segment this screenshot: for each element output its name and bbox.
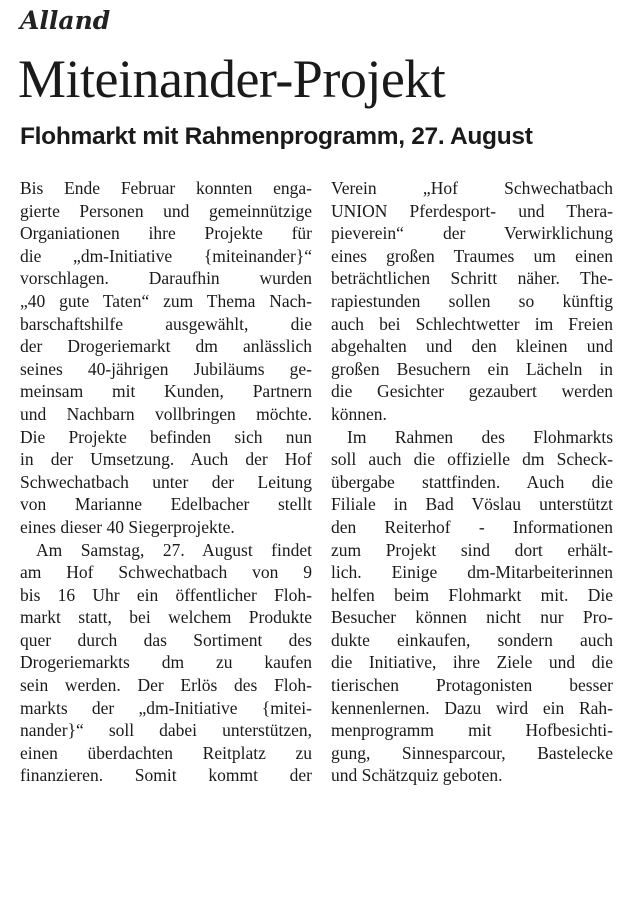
text-line: tierischen Protagonisten besser xyxy=(331,675,613,696)
text-line: und Schätzquiz geboten. xyxy=(331,765,503,786)
text-line: Die Projekte befinden sich nun xyxy=(20,426,312,447)
text-line: den Reiterhof - Informationen xyxy=(331,516,613,537)
text-line: können. xyxy=(331,403,387,424)
text-line: die Initiative, ihre Ziele und die xyxy=(331,652,613,673)
text-line: sein werden. Der Erlös des Floh- xyxy=(20,675,312,696)
text-line: Schwechatbach unter der Leitung xyxy=(20,471,312,492)
text-line: meinsam mit Kunden, Partnern xyxy=(20,381,312,402)
text-line: gierte Personen und gemeinnützige xyxy=(20,200,312,221)
text-line: soll auch die offizielle dm Scheck- xyxy=(331,449,613,470)
text-line: auch bei Schlechtwetter im Freien xyxy=(331,313,613,334)
text-line: eines großen Traumes um einen xyxy=(331,245,613,266)
text-line: vorschlagen. Daraufhin wurden xyxy=(20,268,312,289)
text-line: Bis Ende Februar konnten enga- xyxy=(20,178,312,198)
text-line: abgehalten und den kleinen und xyxy=(331,336,613,357)
text-line: barschaftshilfe ausgewählt, die xyxy=(20,313,312,334)
left-column xyxy=(20,177,312,787)
text-line: kennenlernen. Dazu wird ein Rah- xyxy=(331,697,613,718)
text-line: der Drogeriemarkt dm anlässlich xyxy=(20,336,312,357)
text-line: gung, Sinnesparcour, Bastelecke xyxy=(331,742,613,763)
text-line: pieverein“ der Verwirklichung xyxy=(331,223,613,244)
subheadline: Flohmarkt mit Rahmenprogramm, 27. August xyxy=(20,123,533,150)
text-line: dukte einkaufen, sondern auch xyxy=(331,629,613,650)
text-line: lich. Einige dm-Mitarbeiterinnen xyxy=(331,562,613,583)
text-line: finanzieren. Somit kommt der xyxy=(20,765,312,786)
text-line: großen Besuchern ein Lächeln in xyxy=(331,358,613,379)
text-line: eines dieser 40 Siegerprojekte. xyxy=(20,516,235,537)
text-line: bis 16 Uhr ein öffentlicher Floh- xyxy=(20,584,312,605)
text-line: am Hof Schwechatbach von 9 xyxy=(20,562,312,583)
text-line: die „dm-Initiative {miteinander}“ xyxy=(20,245,312,266)
section-label: Alland xyxy=(20,6,111,35)
text-line: helfen beim Flohmarkt mit. Die xyxy=(331,584,613,605)
text-line: Am Samstag, 27. August findet xyxy=(36,539,312,560)
text-line: rapiestunden sollen so künftig xyxy=(331,290,613,311)
text-line: „40 gute Taten“ zum Thema Nach- xyxy=(20,290,312,311)
text-line: Im Rahmen des Flohmarkts xyxy=(347,426,613,447)
text-line: Drogeriemarkts dm zu kaufen xyxy=(20,652,312,673)
text-line: markt statt, bei welchem Produkte xyxy=(20,607,312,628)
text-line: die Gesichter gezaubert werden xyxy=(331,381,613,402)
text-line: übergabe stattfinden. Auch die xyxy=(331,471,613,492)
right-column xyxy=(331,177,613,787)
text-line: und Nachbarn vollbringen möchte. xyxy=(20,403,312,424)
text-line: Organiationen ihre Projekte für xyxy=(20,223,312,244)
text-line: Filiale in Bad Vöslau unterstützt xyxy=(331,494,613,515)
text-line: zum Projekt sind dort erhält- xyxy=(331,539,613,560)
text-line: beträchtlichen Schritt näher. The- xyxy=(331,268,613,289)
text-line: seines 40-jährigen Jubiläums ge- xyxy=(20,358,312,379)
text-line: Besucher können nicht nur Pro- xyxy=(331,607,613,628)
text-line: menprogramm mit Hofbesichti- xyxy=(331,720,613,741)
text-line: Verein „Hof Schwechatbach xyxy=(331,178,613,198)
text-line: von Marianne Edelbacher stellt xyxy=(20,494,312,515)
headline: Miteinander-Projekt xyxy=(18,49,446,109)
text-line: quer durch das Sortiment des xyxy=(20,629,312,650)
text-line: markts der „dm-Initiative {mitei- xyxy=(20,697,312,718)
text-line: UNION Pferdesport- und Thera- xyxy=(331,200,613,221)
text-line: in der Umsetzung. Auch der Hof xyxy=(20,449,312,470)
text-line: einen überdachten Reitplatz zu xyxy=(20,742,312,763)
text-line: nander}“ soll dabei unterstützen, xyxy=(20,720,312,741)
